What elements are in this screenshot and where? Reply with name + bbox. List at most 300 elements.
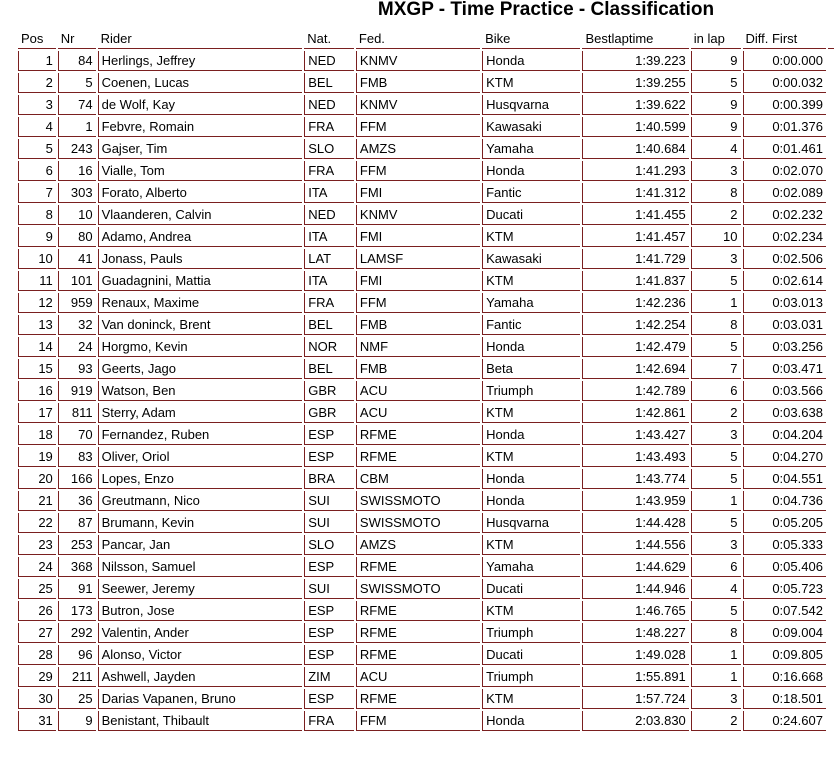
cell-nr: 101 bbox=[58, 271, 96, 291]
cell-diff-first: 0:00.399 bbox=[743, 95, 826, 115]
table-row bbox=[18, 711, 834, 731]
cell-fed: AMZS bbox=[356, 139, 480, 159]
cell-diff-first: 0:03.566 bbox=[743, 381, 826, 401]
cell-in-lap: 1 bbox=[691, 491, 741, 511]
cell-bike: KTM bbox=[482, 73, 580, 93]
table-row bbox=[18, 51, 834, 71]
cell-bestlaptime: 1:41.312 bbox=[582, 183, 688, 203]
cell-fed: FFM bbox=[356, 293, 480, 313]
cell-rider: Sterry, Adam bbox=[98, 403, 303, 423]
cell-nat: FRA bbox=[304, 711, 354, 731]
cell-bike: Honda bbox=[482, 161, 580, 181]
cell-in-lap: 1 bbox=[691, 293, 741, 313]
cell-rider: Valentin, Ander bbox=[98, 623, 303, 643]
cell-nat: FRA bbox=[304, 161, 354, 181]
header-diff-first: Diff. First bbox=[743, 29, 826, 49]
cell-diff-first: 0:02.506 bbox=[743, 249, 826, 269]
cell-bestlaptime: 1:43.959 bbox=[582, 491, 688, 511]
header-bike: Bike bbox=[482, 29, 580, 49]
table-row bbox=[18, 535, 834, 555]
cell-bike: Yamaha bbox=[482, 139, 580, 159]
cell-bike: Husqvarna bbox=[482, 513, 580, 533]
cell-bike: Triumph bbox=[482, 667, 580, 687]
cell-bestlaptime: 1:42.789 bbox=[582, 381, 688, 401]
table-row bbox=[18, 315, 834, 335]
cell-bestlaptime: 1:41.293 bbox=[582, 161, 688, 181]
cell-pos: 3 bbox=[18, 95, 56, 115]
cell-diff-first: 0:00.000 bbox=[743, 51, 826, 71]
cell-nat: ITA bbox=[304, 271, 354, 291]
cell-nr: 91 bbox=[58, 579, 96, 599]
cell-bestlaptime: 1:49.028 bbox=[582, 645, 688, 665]
header-fed: Fed. bbox=[356, 29, 480, 49]
cell-in-lap: 6 bbox=[691, 381, 741, 401]
cell-fed: FFM bbox=[356, 711, 480, 731]
cell-nr: 292 bbox=[58, 623, 96, 643]
table-row bbox=[18, 403, 834, 423]
table-row bbox=[18, 227, 834, 247]
cell-pos: 24 bbox=[18, 557, 56, 577]
cell-diff-first: 0:01.461 bbox=[743, 139, 826, 159]
cell-bestlaptime: 1:42.236 bbox=[582, 293, 688, 313]
cell-in-lap: 5 bbox=[691, 271, 741, 291]
cell-diff-first: 0:03.256 bbox=[743, 337, 826, 357]
cell-in-lap: 2 bbox=[691, 205, 741, 225]
cell-bestlaptime: 1:42.694 bbox=[582, 359, 688, 379]
cell-in-lap: 5 bbox=[691, 337, 741, 357]
cell-bike: Honda bbox=[482, 337, 580, 357]
cell-rider: Gajser, Tim bbox=[98, 139, 303, 159]
cell-nr: 243 bbox=[58, 139, 96, 159]
cell-fed: RFME bbox=[356, 447, 480, 467]
cell-in-lap: 5 bbox=[691, 469, 741, 489]
cell-diff-first: 0:05.205 bbox=[743, 513, 826, 533]
cell-pos: 30 bbox=[18, 689, 56, 709]
cell-fed: RFME bbox=[356, 557, 480, 577]
table-row bbox=[18, 337, 834, 357]
cell-in-lap: 9 bbox=[691, 51, 741, 71]
cell-rider: Watson, Ben bbox=[98, 381, 303, 401]
cell-bike: Honda bbox=[482, 469, 580, 489]
cell-nr: 173 bbox=[58, 601, 96, 621]
cell-bestlaptime: 1:39.223 bbox=[582, 51, 688, 71]
header-nr: Nr bbox=[58, 29, 96, 49]
cell-bike: Husqvarna bbox=[482, 95, 580, 115]
cell-diff-first: 0:02.614 bbox=[743, 271, 826, 291]
cell-pos: 21 bbox=[18, 491, 56, 511]
table-row bbox=[18, 623, 834, 643]
cell-nr: 87 bbox=[58, 513, 96, 533]
cell-bike: KTM bbox=[482, 403, 580, 423]
cell-pos: 8 bbox=[18, 205, 56, 225]
cell-bike: KTM bbox=[482, 601, 580, 621]
cell-nat: GBR bbox=[304, 381, 354, 401]
cell-fed: CBM bbox=[356, 469, 480, 489]
cell-fed: FFM bbox=[356, 117, 480, 137]
cell-nr: 84 bbox=[58, 51, 96, 71]
cell-rider: Pancar, Jan bbox=[98, 535, 303, 555]
cell-in-lap: 2 bbox=[691, 403, 741, 423]
cell-bestlaptime: 1:46.765 bbox=[582, 601, 688, 621]
cell-pos: 22 bbox=[18, 513, 56, 533]
cell-diff-first: 0:02.089 bbox=[743, 183, 826, 203]
cell-nat: NED bbox=[304, 51, 354, 71]
cell-nr: 303 bbox=[58, 183, 96, 203]
header-pos: Pos bbox=[18, 29, 56, 49]
table-row bbox=[18, 183, 834, 203]
table-row bbox=[18, 557, 834, 577]
cell-bestlaptime: 1:44.946 bbox=[582, 579, 688, 599]
cell-rider: de Wolf, Kay bbox=[98, 95, 303, 115]
cell-diff-first: 0:18.501 bbox=[743, 689, 826, 709]
cell-nat: LAT bbox=[304, 249, 354, 269]
cell-fed: KNMV bbox=[356, 205, 480, 225]
cell-rider: Renaux, Maxime bbox=[98, 293, 303, 313]
table-row bbox=[18, 271, 834, 291]
cell-bestlaptime: 1:43.774 bbox=[582, 469, 688, 489]
cell-pos: 18 bbox=[18, 425, 56, 445]
cell-nr: 9 bbox=[58, 711, 96, 731]
cell-in-lap: 5 bbox=[691, 73, 741, 93]
cell-nat: SLO bbox=[304, 535, 354, 555]
cell-pos: 7 bbox=[18, 183, 56, 203]
cell-bestlaptime: 1:39.622 bbox=[582, 95, 688, 115]
table-row bbox=[18, 667, 834, 687]
cell-fed: SWISSMOTO bbox=[356, 579, 480, 599]
cell-fed: FMB bbox=[356, 315, 480, 335]
cell-nat: ESP bbox=[304, 601, 354, 621]
cell-diff-first: 0:16.668 bbox=[743, 667, 826, 687]
cell-rider: Febvre, Romain bbox=[98, 117, 303, 137]
cell-fed: ACU bbox=[356, 403, 480, 423]
cell-diff-first: 0:09.004 bbox=[743, 623, 826, 643]
cell-bike: Yamaha bbox=[482, 293, 580, 313]
cell-rider: Jonass, Pauls bbox=[98, 249, 303, 269]
cell-fed: FMB bbox=[356, 359, 480, 379]
cell-bike: Triumph bbox=[482, 381, 580, 401]
cell-pos: 27 bbox=[18, 623, 56, 643]
cell-pos: 9 bbox=[18, 227, 56, 247]
cell-rider: Coenen, Lucas bbox=[98, 73, 303, 93]
cell-in-lap: 4 bbox=[691, 139, 741, 159]
cell-bestlaptime: 1:55.891 bbox=[582, 667, 688, 687]
cell-bestlaptime: 1:48.227 bbox=[582, 623, 688, 643]
cell-rider: Adamo, Andrea bbox=[98, 227, 303, 247]
cell-bestlaptime: 1:44.556 bbox=[582, 535, 688, 555]
cell-diff-first: 0:04.736 bbox=[743, 491, 826, 511]
cell-fed: FMI bbox=[356, 183, 480, 203]
cell-rider: Darias Vapanen, Bruno bbox=[98, 689, 303, 709]
cell-bike: Beta bbox=[482, 359, 580, 379]
cell-bestlaptime: 1:57.724 bbox=[582, 689, 688, 709]
cell-nr: 10 bbox=[58, 205, 96, 225]
cell-rider: Alonso, Victor bbox=[98, 645, 303, 665]
cell-nat: ESP bbox=[304, 689, 354, 709]
cell-nr: 211 bbox=[58, 667, 96, 687]
cell-pos: 29 bbox=[18, 667, 56, 687]
cell-rider: Ashwell, Jayden bbox=[98, 667, 303, 687]
cell-pos: 5 bbox=[18, 139, 56, 159]
header-bestlaptime: Bestlaptime bbox=[582, 29, 688, 49]
cell-in-lap: 5 bbox=[691, 601, 741, 621]
cell-bike: Ducati bbox=[482, 645, 580, 665]
cell-fed: KNMV bbox=[356, 51, 480, 71]
cell-nr: 368 bbox=[58, 557, 96, 577]
header-in-lap: in lap bbox=[691, 29, 741, 49]
cell-bike: KTM bbox=[482, 271, 580, 291]
cell-bestlaptime: 1:39.255 bbox=[582, 73, 688, 93]
cell-fed: RFME bbox=[356, 623, 480, 643]
cell-nat: SUI bbox=[304, 491, 354, 511]
table-body bbox=[18, 51, 834, 731]
cell-bestlaptime: 1:40.599 bbox=[582, 117, 688, 137]
cell-rider: Van doninck, Brent bbox=[98, 315, 303, 335]
cell-bestlaptime: 1:43.427 bbox=[582, 425, 688, 445]
cell-in-lap: 2 bbox=[691, 711, 741, 731]
cell-diff-first: 0:01.376 bbox=[743, 117, 826, 137]
cell-rider: Geerts, Jago bbox=[98, 359, 303, 379]
cell-bike: Kawasaki bbox=[482, 249, 580, 269]
cell-bike: KTM bbox=[482, 689, 580, 709]
cell-nat: ITA bbox=[304, 227, 354, 247]
cell-nat: NOR bbox=[304, 337, 354, 357]
cell-nat: ITA bbox=[304, 183, 354, 203]
cell-nr: 5 bbox=[58, 73, 96, 93]
cell-pos: 20 bbox=[18, 469, 56, 489]
table-row bbox=[18, 139, 834, 159]
cell-diff-first: 0:05.333 bbox=[743, 535, 826, 555]
cell-nat: BEL bbox=[304, 73, 354, 93]
cell-nr: 811 bbox=[58, 403, 96, 423]
cell-fed: SWISSMOTO bbox=[356, 513, 480, 533]
cell-bestlaptime: 1:42.861 bbox=[582, 403, 688, 423]
cell-fed: FMB bbox=[356, 73, 480, 93]
cell-bestlaptime: 1:42.479 bbox=[582, 337, 688, 357]
table-row bbox=[18, 161, 834, 181]
classification-table bbox=[16, 27, 836, 733]
cell-fed: ACU bbox=[356, 667, 480, 687]
cell-fed: FMI bbox=[356, 227, 480, 247]
cell-rider: Nilsson, Samuel bbox=[98, 557, 303, 577]
cell-nat: SUI bbox=[304, 513, 354, 533]
cell-nat: ESP bbox=[304, 425, 354, 445]
cell-nr: 74 bbox=[58, 95, 96, 115]
cell-in-lap: 6 bbox=[691, 557, 741, 577]
cell-pos: 26 bbox=[18, 601, 56, 621]
cell-pos: 6 bbox=[18, 161, 56, 181]
cell-diff-first: 0:05.723 bbox=[743, 579, 826, 599]
cell-in-lap: 5 bbox=[691, 513, 741, 533]
cell-nr: 70 bbox=[58, 425, 96, 445]
cell-rider: Forato, Alberto bbox=[98, 183, 303, 203]
cell-diff-first: 0:24.607 bbox=[743, 711, 826, 731]
cell-in-lap: 3 bbox=[691, 689, 741, 709]
cell-in-lap: 8 bbox=[691, 315, 741, 335]
cell-in-lap: 3 bbox=[691, 249, 741, 269]
cell-nr: 36 bbox=[58, 491, 96, 511]
cell-pos: 23 bbox=[18, 535, 56, 555]
cell-bike: Yamaha bbox=[482, 557, 580, 577]
cell-rider: Seewer, Jeremy bbox=[98, 579, 303, 599]
cell-bestlaptime: 1:44.629 bbox=[582, 557, 688, 577]
cell-pos: 17 bbox=[18, 403, 56, 423]
cell-rider: Benistant, Thibault bbox=[98, 711, 303, 731]
cell-pos: 10 bbox=[18, 249, 56, 269]
cell-bike: KTM bbox=[482, 535, 580, 555]
cell-in-lap: 3 bbox=[691, 425, 741, 445]
cell-diff-first: 0:04.204 bbox=[743, 425, 826, 445]
cell-nat: SUI bbox=[304, 579, 354, 599]
table-row bbox=[18, 447, 834, 467]
cell-nat: NED bbox=[304, 205, 354, 225]
cell-diff-first: 0:03.031 bbox=[743, 315, 826, 335]
cell-in-lap: 9 bbox=[691, 117, 741, 137]
table-row bbox=[18, 205, 834, 225]
cell-nat: GBR bbox=[304, 403, 354, 423]
cell-bike: Fantic bbox=[482, 183, 580, 203]
page-title: MXGP - Time Practice - Classification bbox=[377, 0, 715, 20]
cell-fed: LAMSF bbox=[356, 249, 480, 269]
cell-pos: 11 bbox=[18, 271, 56, 291]
cell-diff-first: 0:04.551 bbox=[743, 469, 826, 489]
header-rider: Rider bbox=[98, 29, 303, 49]
cell-in-lap: 3 bbox=[691, 535, 741, 555]
cell-diff-first: 0:03.638 bbox=[743, 403, 826, 423]
cell-rider: Guadagnini, Mattia bbox=[98, 271, 303, 291]
cell-nr: 24 bbox=[58, 337, 96, 357]
cell-bestlaptime: 1:42.254 bbox=[582, 315, 688, 335]
cell-bestlaptime: 1:43.493 bbox=[582, 447, 688, 467]
cell-nr: 41 bbox=[58, 249, 96, 269]
cell-nr: 1 bbox=[58, 117, 96, 137]
cell-bestlaptime: 1:41.729 bbox=[582, 249, 688, 269]
table-header-row bbox=[18, 29, 834, 49]
cell-nat: FRA bbox=[304, 117, 354, 137]
cell-in-lap: 1 bbox=[691, 667, 741, 687]
table-row bbox=[18, 513, 834, 533]
cell-diff-first: 0:05.406 bbox=[743, 557, 826, 577]
cell-rider: Fernandez, Ruben bbox=[98, 425, 303, 445]
cell-nat: NED bbox=[304, 95, 354, 115]
cell-fed: ACU bbox=[356, 381, 480, 401]
table-row bbox=[18, 469, 834, 489]
cell-nr: 93 bbox=[58, 359, 96, 379]
table-row bbox=[18, 425, 834, 445]
header-extra bbox=[828, 29, 834, 49]
cell-pos: 12 bbox=[18, 293, 56, 313]
cell-diff-first: 0:09.805 bbox=[743, 645, 826, 665]
cell-nat: BEL bbox=[304, 359, 354, 379]
cell-bestlaptime: 1:41.837 bbox=[582, 271, 688, 291]
cell-fed: KNMV bbox=[356, 95, 480, 115]
cell-fed: FFM bbox=[356, 161, 480, 181]
table-row bbox=[18, 601, 834, 621]
cell-pos: 4 bbox=[18, 117, 56, 137]
cell-pos: 16 bbox=[18, 381, 56, 401]
cell-bestlaptime: 2:03.830 bbox=[582, 711, 688, 731]
cell-in-lap: 5 bbox=[691, 447, 741, 467]
cell-rider: Horgmo, Kevin bbox=[98, 337, 303, 357]
cell-nr: 80 bbox=[58, 227, 96, 247]
cell-rider: Brumann, Kevin bbox=[98, 513, 303, 533]
cell-in-lap: 4 bbox=[691, 579, 741, 599]
table-row bbox=[18, 579, 834, 599]
table-row bbox=[18, 491, 834, 511]
table-row bbox=[18, 381, 834, 401]
cell-pos: 31 bbox=[18, 711, 56, 731]
cell-fed: AMZS bbox=[356, 535, 480, 555]
table-row bbox=[18, 293, 834, 313]
cell-bike: Kawasaki bbox=[482, 117, 580, 137]
cell-rider: Herlings, Jeffrey bbox=[98, 51, 303, 71]
cell-bike: Ducati bbox=[482, 205, 580, 225]
cell-nat: ESP bbox=[304, 645, 354, 665]
cell-rider: Greutmann, Nico bbox=[98, 491, 303, 511]
cell-in-lap: 10 bbox=[691, 227, 741, 247]
cell-nr: 253 bbox=[58, 535, 96, 555]
cell-bestlaptime: 1:44.428 bbox=[582, 513, 688, 533]
header-nat: Nat. bbox=[304, 29, 354, 49]
cell-bike: KTM bbox=[482, 447, 580, 467]
cell-nat: ESP bbox=[304, 447, 354, 467]
cell-diff-first: 0:03.013 bbox=[743, 293, 826, 313]
cell-bestlaptime: 1:41.457 bbox=[582, 227, 688, 247]
cell-pos: 13 bbox=[18, 315, 56, 335]
cell-nat: ESP bbox=[304, 557, 354, 577]
cell-diff-first: 0:02.070 bbox=[743, 161, 826, 181]
cell-pos: 14 bbox=[18, 337, 56, 357]
table-row bbox=[18, 689, 834, 709]
cell-nr: 96 bbox=[58, 645, 96, 665]
cell-pos: 2 bbox=[18, 73, 56, 93]
cell-fed: RFME bbox=[356, 601, 480, 621]
cell-diff-first: 0:00.032 bbox=[743, 73, 826, 93]
cell-nr: 83 bbox=[58, 447, 96, 467]
cell-fed: RFME bbox=[356, 645, 480, 665]
table-row bbox=[18, 117, 834, 137]
cell-nat: ZIM bbox=[304, 667, 354, 687]
cell-diff-first: 0:07.542 bbox=[743, 601, 826, 621]
cell-bestlaptime: 1:41.455 bbox=[582, 205, 688, 225]
cell-rider: Vlaanderen, Calvin bbox=[98, 205, 303, 225]
cell-bike: Honda bbox=[482, 491, 580, 511]
cell-nr: 166 bbox=[58, 469, 96, 489]
cell-fed: RFME bbox=[356, 425, 480, 445]
cell-bike: Ducati bbox=[482, 579, 580, 599]
cell-nat: FRA bbox=[304, 293, 354, 313]
cell-in-lap: 8 bbox=[691, 183, 741, 203]
cell-fed: RFME bbox=[356, 689, 480, 709]
cell-bike: Triumph bbox=[482, 623, 580, 643]
cell-rider: Lopes, Enzo bbox=[98, 469, 303, 489]
cell-nr: 25 bbox=[58, 689, 96, 709]
table-row bbox=[18, 95, 834, 115]
cell-pos: 28 bbox=[18, 645, 56, 665]
cell-bike: Honda bbox=[482, 711, 580, 731]
table-row bbox=[18, 73, 834, 93]
cell-nr: 959 bbox=[58, 293, 96, 313]
cell-in-lap: 8 bbox=[691, 623, 741, 643]
cell-pos: 15 bbox=[18, 359, 56, 379]
cell-bike: Honda bbox=[482, 51, 580, 71]
cell-in-lap: 1 bbox=[691, 645, 741, 665]
table-row bbox=[18, 645, 834, 665]
cell-nr: 919 bbox=[58, 381, 96, 401]
cell-in-lap: 7 bbox=[691, 359, 741, 379]
table-row bbox=[18, 249, 834, 269]
cell-bike: KTM bbox=[482, 227, 580, 247]
cell-rider: Oliver, Oriol bbox=[98, 447, 303, 467]
